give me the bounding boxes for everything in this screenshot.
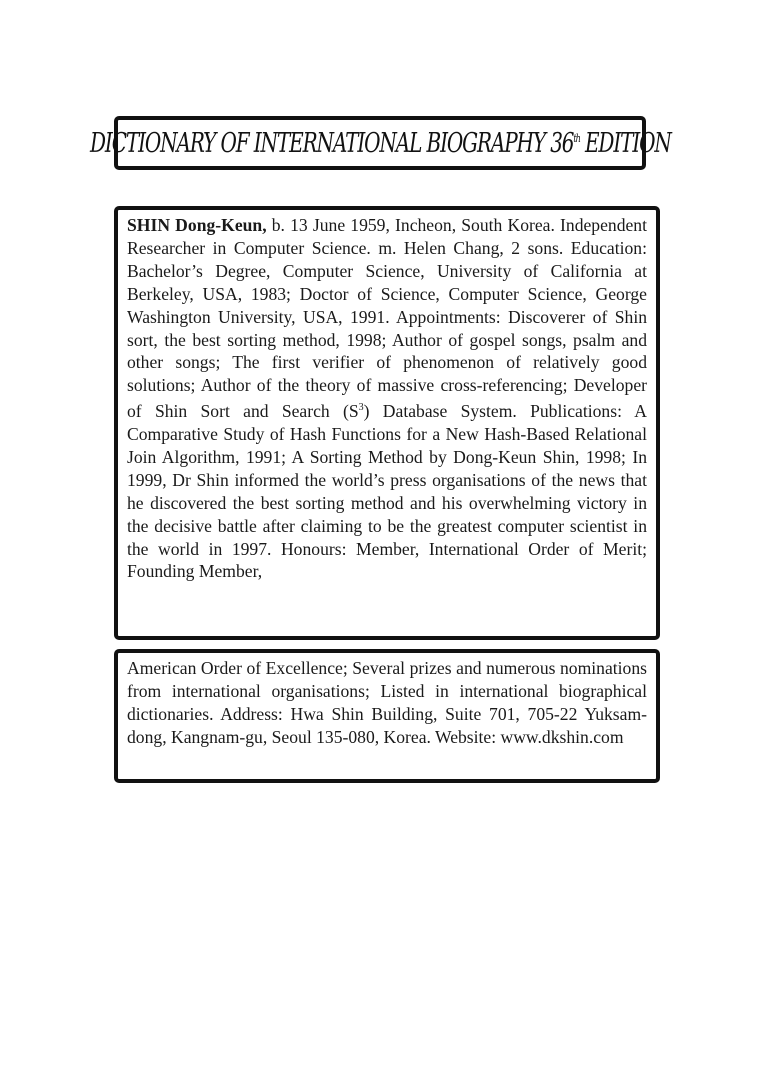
page-title (90, 128, 671, 159)
title-main: DICTIONARY OF INTERNATIONAL BIOGRAPHY 36 (89, 127, 574, 159)
entry-name: SHIN Dong-Keun, (127, 215, 267, 235)
biography-continuation-box (114, 649, 660, 783)
entry-body-part2: American Order of Excellence; Several prizes and numerous nominations from international organisations; Listed in international biographical dictionaries. Address: Hwa Shin Building, Suite 701, 705-22 Yuksam-dong, Kangnam-gu, Seoul 135-080, Korea. Website: www.dkshin.com (127, 658, 647, 747)
title-banner (89, 116, 671, 170)
title-suffix: EDITION (579, 127, 671, 159)
entry-body-part1: b. 13 June 1959, Incheon, South Korea. Independent Researcher in Computer Science. m. Helen Chang, 2 sons. Education: Bachelor’s Degree, Computer Science, University of California at Berkeley, USA, 1983; Doctor of Science, Computer Science, George Washington University, USA, 1991. Appointments: Discoverer of Shin sort, the best sorting method, 1998; Author of gospel songs, psalm and other songs; The first verifier of phenomenon of relatively good solutions; Author of the theory of massive cross-referencing; Developer of Shin Sort and Search (S (127, 215, 647, 422)
entry-body-part1-rest: ) Database System. Publications: A Comparative Study of Hash Functions for a New Hash-Based Relational Join Algorithm, 1991; A Sorting Method by Dong-Keun Shin, 1998; In 1999, Dr Shin informed the world’s press organisations of the news that he discovered the best sorting method and his overwhelming victory in the decisive battle after claiming to be the greatest computer scientist in the world in 1997. Honours: Member, International Order of Merit; Founding Member, (127, 401, 647, 582)
biography-entry-box (114, 206, 660, 640)
title-superscript: th (573, 131, 580, 145)
entry-superscript: 3 (358, 402, 364, 414)
biography-entry-text (127, 214, 647, 583)
